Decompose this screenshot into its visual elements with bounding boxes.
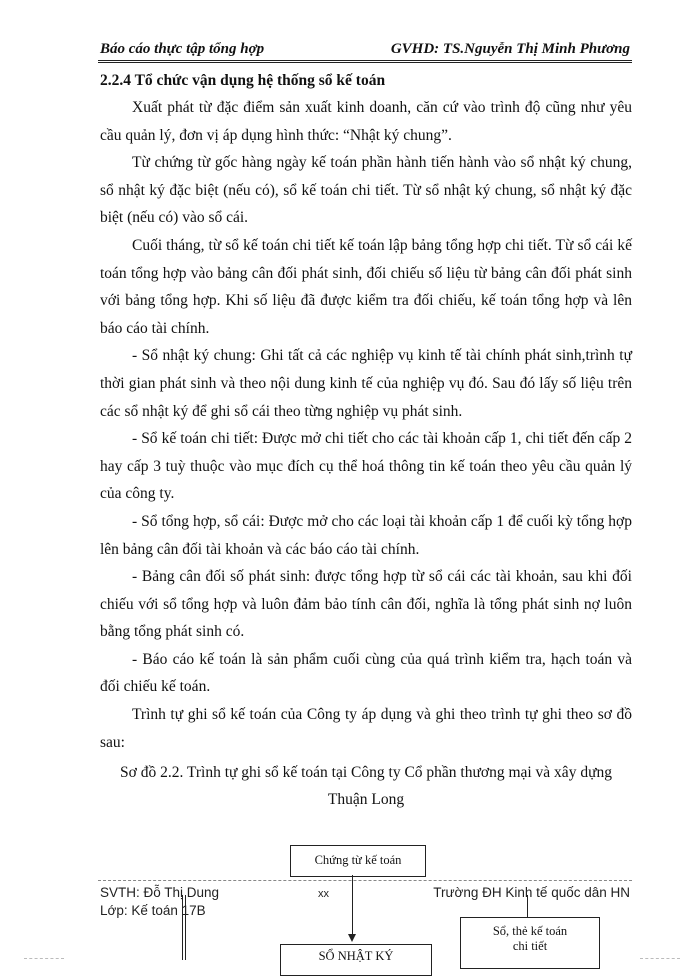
footer-school: Trường ĐH Kinh tế quốc dân HN <box>433 885 630 900</box>
diagram-caption <box>100 759 632 813</box>
paragraph: - Sổ kế toán chi tiết: Được mở chi tiết cho các tài khoản cấp 1, chi tiết đến cấp 2 hay cấp 3 tuỳ thuộc vào mục đích cụ thể hoá thông tin kế toán theo yêu cầu quản lý của công ty. <box>100 430 632 503</box>
box-detail-ledgers <box>460 917 600 969</box>
section-title: 2.2.4 Tổ chức vận dụng hệ thống sổ kế toán <box>100 72 386 89</box>
footer-divider <box>98 880 632 881</box>
paragraph: Trình tự ghi sổ kế toán của Công ty áp dụng và ghi theo trình tự ghi theo sơ đồ sau: <box>100 706 632 751</box>
footer-class: Lớp: Kế toán 17B <box>100 903 206 918</box>
box-accounting-vouchers <box>290 845 426 877</box>
arrow-down-icon <box>348 934 356 942</box>
paragraph: - Sổ tổng hợp, sổ cái: Được mở cho các loại tài khoản cấp 1 để cuối kỳ tổng hợp lên bảng cân đối tài khoản và các báo cáo tài chính. <box>100 512 632 558</box>
header-supervisor: GVHD: TS.Nguyễn Thị Minh Phương <box>390 41 630 57</box>
paragraph: - Sổ nhật ký chung: Ghi tất cả các nghiệp vụ kinh tế tài chính phát sinh,trình tự thời gian phát sinh và theo nội dung kinh tế của nghiệp vụ đó. Sau đó lấy số liệu trên các sổ nhật ký để ghi sổ cái theo từng nghiệp vụ phát sinh. <box>100 347 632 420</box>
box-detail-ledgers-label-2: chi tiết <box>512 939 548 953</box>
page-header <box>98 38 632 63</box>
footer-student: SVTH: Đỗ Thị Dung <box>100 885 220 900</box>
margin-dash <box>24 958 64 959</box>
footer-page-number: xx <box>318 888 329 900</box>
box-general-journal-label: SỔ NHẬT KÝ <box>318 949 394 963</box>
caption-line-1: Sơ đồ 2.2. Trình tự ghi sổ kế toán tại Công ty Cổ phần thương mại và xây dựng <box>120 764 612 781</box>
box-general-journal <box>280 944 432 976</box>
paragraph: - Báo cáo kế toán là sản phẩm cuối cùng của quá trình kiểm tra, hạch toán và đối chiếu kế toán. <box>100 650 632 696</box>
body-text <box>100 94 632 756</box>
paragraph: Xuất phát từ đặc điểm sản xuất kinh doanh, căn cứ vào trình độ cũng như yêu cầu quản lý, đơn vị áp dụng hình thức: “Nhật ký chung”. <box>100 99 632 144</box>
paragraph: - Bảng cân đối số phát sinh: được tổng hợp từ sổ cái các tài khoản, sau khi đối chiếu với sổ tổng hợp và luôn đảm bảo tính cân đối, nghĩa là tổng phát sinh nợ luôn bằng tổng phát sinh có. <box>100 568 632 641</box>
caption-line-2: Thuận Long <box>327 791 405 808</box>
paragraph: Từ chứng từ gốc hàng ngày kế toán phần hành tiến hành vào sổ nhật ký chung, sổ nhật ký đặc biệt (nếu có), sổ kế toán chi tiết. Từ sổ nhật ký chung, sổ nhật ký đặc biệt (nếu có) vào sổ cái. <box>100 154 632 227</box>
paragraph: Cuối tháng, từ sổ kế toán chi tiết kế toán lập bảng tổng hợp chi tiết. Từ sổ cái kế toán tổng hợp vào bảng cân đối phát sinh, đối chiếu số liệu từ bảng cân đối phát sinh với bảng tổng hợp. Khi số liệu đã được kiểm tra đối chiếu, kế toán tổng hợp và lên báo cáo tài chính. <box>100 236 632 337</box>
connector-voucher-to-journal <box>352 875 353 935</box>
header-report-title: Báo cáo thực tập tổng hợp <box>100 41 265 57</box>
box-detail-ledgers-label-1: Sổ, thẻ kế toán <box>492 924 568 938</box>
margin-dash <box>640 958 680 959</box>
box-accounting-vouchers-label: Chứng từ kế toán <box>314 853 402 867</box>
